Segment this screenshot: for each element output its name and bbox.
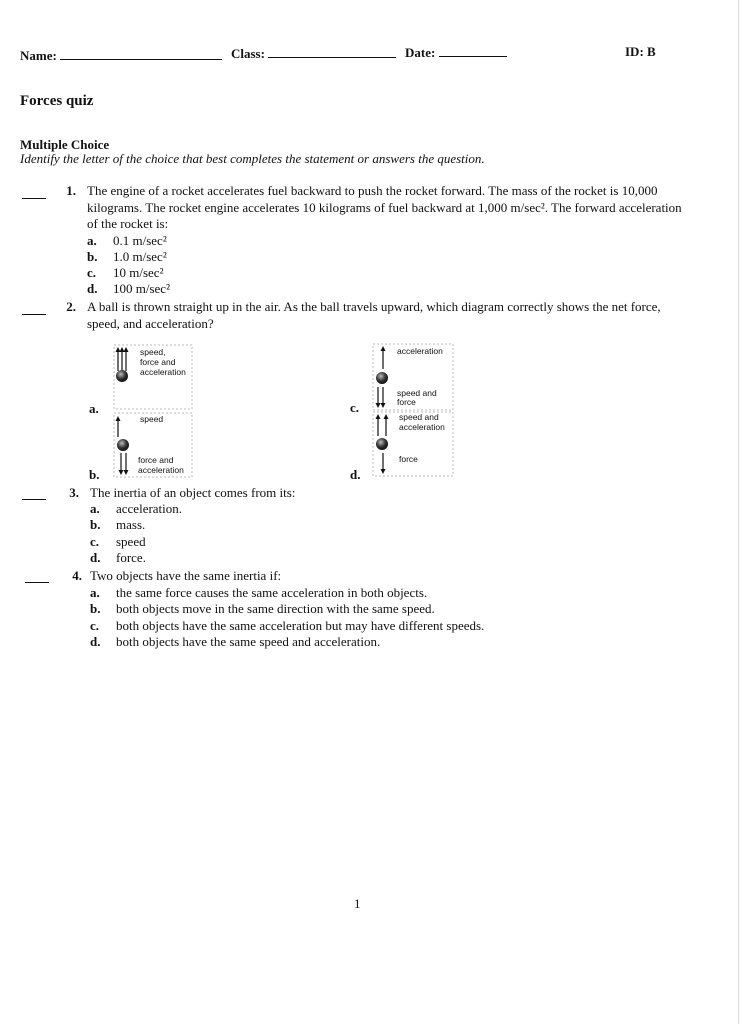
diagram-b-label-3: acceleration <box>138 465 184 475</box>
up-arrows <box>376 414 389 436</box>
question-text-4: Two objects have the same inertia if: <box>90 568 282 583</box>
option-letter: b. <box>90 601 101 616</box>
option-text: mass. <box>116 517 146 532</box>
ball-icon <box>376 438 388 450</box>
name-label: Name: <box>20 48 57 63</box>
page-title: Forces quiz <box>20 93 94 109</box>
option-letter: c. <box>90 534 100 549</box>
question-text-2: A ball is thrown straight up in the air. As the ball travels upward, which diagram correctly shows the net force, speed, and acceleration? <box>87 299 661 331</box>
option-letter: d. <box>87 281 98 296</box>
q3-option-b <box>90 517 145 533</box>
option-text: 0.1 m/sec² <box>113 233 167 248</box>
question-number-1: 1. <box>66 183 76 198</box>
option-text: acceleration. <box>116 501 183 516</box>
q4-option-d <box>90 634 380 650</box>
diagram-b-label-2: force and <box>138 455 174 465</box>
q4-option-a <box>90 585 427 601</box>
class-label: Class: <box>231 46 265 61</box>
section-heading: Multiple Choice <box>20 137 110 152</box>
down-arrow <box>381 453 386 474</box>
q1-option-a <box>87 233 167 249</box>
class-field[interactable] <box>268 57 396 58</box>
question-number-4: 4. <box>72 568 82 583</box>
option-letter: a. <box>90 501 100 516</box>
q2-option-letter-c: c. <box>350 400 360 415</box>
q3-option-a <box>90 501 182 517</box>
date-field[interactable] <box>439 56 507 57</box>
option-text: both objects move in the same direction with the same speed. <box>116 601 435 616</box>
answer-blank-1[interactable] <box>22 198 46 199</box>
option-letter: b. <box>87 249 98 264</box>
diagram-a-label-3: acceleration <box>140 367 186 377</box>
diagram-c-label-3: force <box>397 397 416 407</box>
q1-option-c <box>87 265 163 281</box>
ball-icon <box>376 372 388 384</box>
q1-option-b <box>87 249 167 265</box>
question-text-3: The inertia of an object comes from its: <box>90 485 296 500</box>
up-arrows <box>116 347 129 371</box>
option-letter: c. <box>90 618 100 633</box>
option-text: both objects have the same acceleration but may have different speeds. <box>116 618 485 633</box>
answer-blank-4[interactable] <box>25 582 49 583</box>
up-arrow <box>381 346 386 369</box>
page-number: 1 <box>354 896 361 911</box>
option-text: 10 m/sec² <box>113 265 164 280</box>
option-text: 1.0 m/sec² <box>113 249 167 264</box>
q3-option-c <box>90 534 146 550</box>
question-number-2: 2. <box>66 299 76 314</box>
down-arrows <box>119 453 129 475</box>
question-number-3: 3. <box>69 485 79 500</box>
diagram-d-label-2: acceleration <box>399 422 445 432</box>
ball-icon <box>117 439 129 451</box>
q1-option-d <box>87 281 170 297</box>
option-text: force. <box>116 550 146 565</box>
name-field[interactable] <box>60 59 222 60</box>
q2-option-letter-d: d. <box>350 467 361 482</box>
class-row <box>231 46 396 62</box>
up-arrow <box>116 416 121 437</box>
diagram-d-label-1: speed and <box>399 412 439 422</box>
q4-option-c <box>90 618 484 634</box>
answer-blank-3[interactable] <box>22 499 46 500</box>
option-text: speed <box>116 534 146 549</box>
date-label: Date: <box>405 45 436 60</box>
option-text: 100 m/sec² <box>113 281 170 296</box>
q2-option-letter-b: b. <box>89 467 100 482</box>
option-letter: a. <box>90 585 100 600</box>
q3-option-d <box>90 550 146 566</box>
option-letter: a. <box>87 233 97 248</box>
date-row <box>405 45 507 61</box>
diagram-c-label-2: speed and <box>397 388 437 398</box>
id-label: ID: B <box>625 44 656 59</box>
diagram-c-label-1: acceleration <box>397 346 443 356</box>
diagram-c <box>367 342 457 412</box>
section-instructions: Identify the letter of the choice that best completes the statement or answers the question. <box>20 151 485 166</box>
option-letter: c. <box>87 265 97 280</box>
diagram-a-label-1: speed, <box>140 347 166 357</box>
diagram-a <box>108 343 198 411</box>
q4-option-b <box>90 601 435 617</box>
option-letter: d. <box>90 550 101 565</box>
question-text-1: The engine of a rocket accelerates fuel backward to push the rocket forward. The mass of the rocket is 10,000 kilograms. The rocket engine accelerates 10 kilograms of fuel backward at 1,000 m/sec². The forward acceleration of the rocket is: <box>87 183 682 231</box>
q2-option-letter-a: a. <box>89 401 99 416</box>
diagram-b <box>108 411 198 479</box>
down-arrows <box>376 387 386 408</box>
scan-edge <box>738 0 739 1024</box>
header-row <box>20 48 222 64</box>
option-text: both objects have the same speed and acceleration. <box>116 634 381 649</box>
option-letter: b. <box>90 517 101 532</box>
answer-blank-2[interactable] <box>22 314 46 315</box>
option-letter: d. <box>90 634 101 649</box>
diagram-b-label-1: speed <box>140 414 164 424</box>
diagram-d <box>367 410 457 478</box>
option-text: the same force causes the same acceleration in both objects. <box>116 585 428 600</box>
diagram-d-label-3: force <box>399 454 418 464</box>
ball-icon <box>116 370 128 382</box>
diagram-a-label-2: force and <box>140 357 176 367</box>
